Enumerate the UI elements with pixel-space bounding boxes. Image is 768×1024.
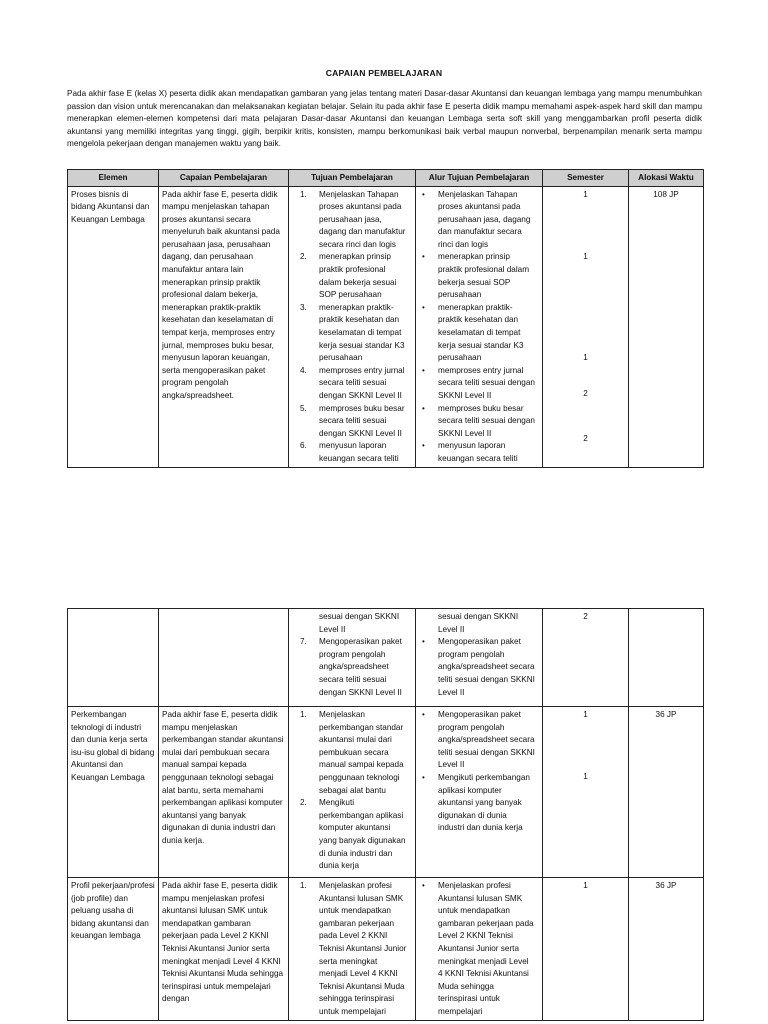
bullet-icon: • [422,637,425,647]
tujuan-continued: sesuai dengan SKKNI Level II [319,612,400,634]
semester-value: 1 [583,710,588,719]
list-item: • memproses buku besar secara teliti sesuai dengan SKKNI Level II [422,403,535,438]
alur-cell [416,186,543,467]
tujuan-cell [289,707,416,878]
header-capaian: Capaian Pembelajaran [159,170,289,187]
tujuan-cell [289,609,416,707]
alur-cell [416,707,543,878]
header-semester: Semester [543,170,629,187]
tujuan-cell [289,878,416,1021]
intro-paragraph: Pada akhir fase E (kelas X) peserta didik akan mendapatkan gambaran yang jelas tentang materi Dasar-dasar Akuntansi dan keuangan lembaga yang mampu menumbuhkan passion dan vision untuk merencanakan dan melaksanakan kegiatan belajar. Selain itu pada akhir fase E peserta didik mampu memahami aspek-aspek hard skill dan mampu menerapkan elemen-elemen kompetensi dari mata pelajaran Dasar-dasar Akuntansi dan keuangan Lembaga serta soft skill yang menggambarkan profil peserta didik akuntansi yang memiliki integritas yang tinggi, gigih, berpikir kritis, konsisten, mampu berkomunikasi baik verbal maupun nonverbal, berpenampilan menarik serta mampu mengelola pekerjaan dengan manajemen waktu yang baik. [67,89,702,149]
tujuan-list [292,709,412,873]
list-item: • menyusun laporan keuangan secara teliti [422,441,518,463]
capaian-cell [159,609,289,707]
list-item: • Menjelaskan profesi Akuntansi lulusan SMK untuk mendapatkan gambaran pekerjaan pada Level 2 KKNI Teknisi Akuntansi Junior serta meningkat menjadi Level 4 KKNI Teknisi Akuntansi Muda sehingga terinspirasi untuk mempelajari [422,881,534,1016]
list-item: • Mengoperasikan paket program pengolah angka/spreadsheet secara teliti sesuai dengan SKKNI Level II [422,637,535,697]
alur-list [419,880,539,1019]
semester-cell [543,186,629,467]
semester-value: 1 [583,881,588,890]
tujuan-list [292,636,412,699]
semester-value: 2 [583,433,588,443]
cp-table-part-2 [67,608,704,1021]
alokasi-cell: 108 JP [629,186,704,467]
bullet-icon: • [422,710,425,719]
tujuan-list [292,880,412,1019]
list-item: 1. Menjelaskan perkembangan standar akuntansi mulai dari pembukuan secara manual sampai kepada penggunaan teknologi sebagai alat bantu [300,710,404,795]
alur-list [419,189,539,466]
elemen-cell: Proses bisnis di bidang Akuntansi dan Keuangan Lembaga [68,186,159,467]
header-alokasi: Alokasi Waktu [629,170,704,187]
alokasi-cell [629,609,704,707]
document-title: CAPAIAN PEMBELAJARAN [325,68,443,78]
semester-value: 1 [583,189,588,199]
bullet-icon: • [422,881,425,890]
alur-list [419,636,539,699]
capaian-cell: Pada akhir fase E, peserta didik mampu menjelaskan profesi akuntansi lulusan SMK untuk mendapatkan gambaran pekerjaan pada Level 2 KKNI Teknisi Akuntansi Junior serta meningkat menjadi Level 4 KKNI Teknisi Akuntansi Muda sehingga terinspirasi untuk mempelajari dengan [159,878,289,1021]
bullet-icon: • [422,189,425,199]
list-item: • menerapkan prinsip praktik profesional dalam bekerja sesuai SOP perusahaan [422,252,530,300]
list-item: 6. menyusun laporan keuangan secara teliti [300,441,399,463]
header-elemen: Elemen [68,170,159,187]
tujuan-cell [289,186,416,467]
table-row [68,609,704,707]
tujuan-list [292,189,412,466]
list-item: 1. Menjelaskan Tahapan proses akuntansi pada perusahaan jasa, dagang dan manufaktur secara rinci dan logis [300,189,406,249]
list-item: • Mengoperasikan paket program pengolah angka/spreadsheet secara teliti sesuai dengan SKKNI Level II [422,710,535,770]
bullet-icon: • [422,441,425,451]
list-item: • Mengikuti perkembangan aplikasi komputer akuntansi yang banyak digunakan di dunia industri dan dunia kerja [422,772,530,833]
table-row [68,878,704,1021]
semester-value: 2 [583,388,588,398]
bullet-icon: • [422,403,425,413]
cp-table-part-1 [67,169,704,468]
list-item: 4. memproses entry jurnal secara teliti sesuai dengan SKKNI Level II [300,365,405,400]
elemen-cell: Perkembangan teknologi di industri dan dunia kerja serta isu-isu global di bidang Akuntansi dan Keuangan Lembaga [68,707,159,878]
semester-value: 1 [583,251,588,261]
alur-list [419,709,539,835]
bullet-icon: • [422,772,425,782]
list-item: 2. Mengikuti perkembangan aplikasi komputer akuntansi yang banyak digunakan di dunia industri dan dunia kerja [300,798,406,871]
semester-cell [543,878,629,1021]
alokasi-cell: 36 JP [629,707,704,878]
elemen-cell [68,609,159,707]
table-header-row [68,170,704,187]
semester-cell [543,609,629,707]
semester-value: 1 [583,352,588,362]
capaian-cell: Pada akhir fase E, peserta didik mampu menjelaskan perkembangan standar akuntansi mulai dari pembukuan secara manual sampai kepada penggunaan teknologi sebagai alat bantu, serta memahami perkembangan aplikasi komputer akuntansi yang banyak digunakan di dunia industri dan dunia kerja. [159,707,289,878]
table-row [68,186,704,467]
list-item: 2. menerapkan prinsip praktik profesional dalam bekerja sesuai SOP perusahaan [300,252,397,300]
elemen-cell: Profil pekerjaan/profesi (job profile) dan peluang usaha di bidang akuntansi dan keuangan lembaga [68,878,159,1021]
alur-continued: sesuai dengan SKKNI Level II [438,612,519,634]
list-item: 7. Mengoperasikan paket program pengolah angka/spreadsheet secara teliti sesuai dengan SKKNI Level II [300,637,402,697]
capaian-cell: Pada akhir fase E, peserta didik mampu menjelaskan tahapan proses akuntansi secara menyeluruh baik akuntansi pada perusahaan jasa, perusahaan dagang, dan perusahaan manufaktur antara lain menerapkan prinsip praktik profesional dalam bekerja, menerapkan praktik-praktik kesehatan dan keselamatan di tempat kerja, memproses entry jurnal, memproses buku besar, menyusun laporan keuangan, serta mengoperasikan paket program pengolah angka/spreadsheet. [159,186,289,467]
alur-cell [416,878,543,1021]
semester-cell [543,707,629,878]
list-item: • menerapkan praktik-praktik kesehatan dan keselamatan di tempat kerja sesuai standar K3 perusahaan [422,302,524,363]
list-item: 5. memproses buku besar secara teliti sesuai dengan SKKNI Level II [300,403,405,438]
bullet-icon: • [422,252,425,262]
alur-cell [416,609,543,707]
bullet-icon: • [422,365,425,375]
semester-value: 1 [583,772,588,781]
semester-value: 2 [583,612,588,621]
list-item: • memproses entry jurnal secara teliti sesuai dengan SKKNI Level II [422,365,535,400]
list-item: 1. Menjelaskan profesi Akuntansi lulusan SMK untuk mendapatkan gambaran pekerjaan pada Level 2 KKNI Teknisi Akuntansi Junior serta meningkat menjadi Level 4 KKNI Teknisi Akuntansi Muda sehingga terinspirasi untuk mempelajari [300,881,407,1016]
table-row [68,707,704,878]
list-item: • Menjelaskan Tahapan proses akuntansi pada perusahaan jasa, dagang dan manufaktur secara rinci dan logis [422,189,531,249]
header-alur: Alur Tujuan Pembelajaran [416,170,543,187]
alokasi-cell: 36 JP [629,878,704,1021]
header-tujuan: Tujuan Pembelajaran [289,170,416,187]
list-item: 3. menerapkan praktik-praktik kesehatan dan keselamatan di tempat kerja sesuai standar K3 perusahaan [300,302,405,363]
bullet-icon: • [422,302,425,312]
